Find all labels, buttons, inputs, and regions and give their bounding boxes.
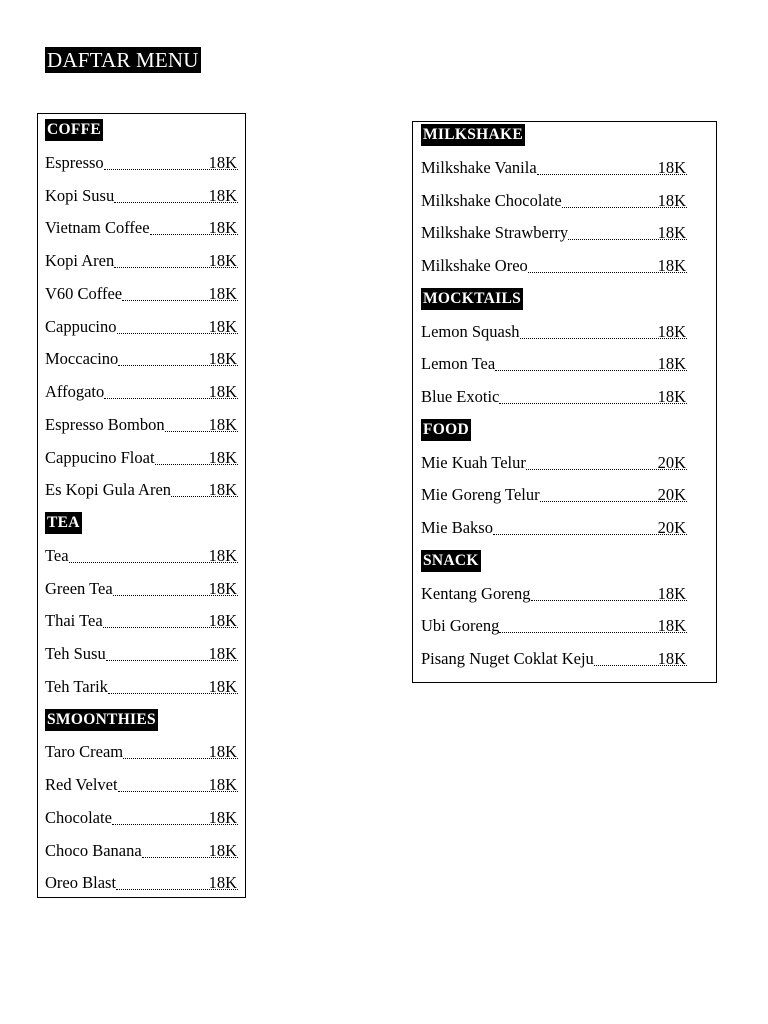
- item-price: 18K: [657, 223, 686, 243]
- item-name: Kopi Susu: [45, 185, 115, 205]
- item-price: 18K: [657, 321, 686, 341]
- item-price: 18K: [208, 676, 237, 696]
- section-heading: MOCKTAILS: [421, 288, 523, 310]
- menu-item: [45, 610, 245, 632]
- item-name: Tea: [45, 545, 69, 565]
- item-name: Kopi Aren: [45, 251, 115, 270]
- item-price: 18K: [208, 611, 237, 631]
- menu-item: [421, 386, 716, 408]
- menu-item: [45, 152, 245, 174]
- item-price: 18K: [208, 644, 237, 663]
- menu-item: [421, 190, 716, 212]
- menu-item: [421, 648, 716, 670]
- item-name: Lemon Squash: [421, 321, 520, 341]
- item-price: 18K: [657, 387, 686, 406]
- item-name: Milkshake Vanila: [421, 157, 537, 177]
- section-heading: SMOONTHIES: [45, 709, 158, 731]
- item-name: V60 Coffee: [45, 283, 123, 303]
- item-name: Thai Tea: [45, 611, 103, 631]
- menu-item: [45, 545, 245, 567]
- item-name: Vietnam Coffee: [45, 218, 150, 238]
- item-price: 18K: [208, 349, 237, 369]
- item-name: Mie Kuah Telur: [421, 452, 526, 472]
- item-name: Pisang Nuget Coklat Keju: [421, 649, 594, 668]
- item-price: 18K: [208, 873, 237, 893]
- menu-item: [45, 250, 245, 272]
- section-heading: FOOD: [421, 419, 471, 441]
- menu-item: [421, 583, 716, 605]
- item-name: Cappucino Float: [45, 447, 155, 467]
- item-price: 18K: [657, 190, 686, 210]
- menu-item: [421, 321, 716, 343]
- menu-item: [45, 217, 245, 239]
- menu-item: [45, 414, 245, 436]
- section-heading: SNACK: [421, 550, 481, 572]
- menu-item: [45, 381, 245, 403]
- item-name: Lemon Tea: [421, 354, 496, 374]
- section-heading: TEA: [45, 512, 82, 534]
- menu-item: [45, 840, 245, 862]
- menu-item: [45, 643, 245, 665]
- item-price: 18K: [208, 251, 237, 270]
- item-price: 20K: [657, 485, 686, 505]
- item-price: 18K: [208, 185, 237, 205]
- menu-item: [421, 157, 716, 179]
- page-title: DAFTAR MENU: [47, 48, 199, 72]
- menu-column-right: [412, 121, 717, 683]
- menu-item: [421, 222, 716, 244]
- item-name: Teh Tarik: [45, 676, 108, 696]
- menu-item: [45, 316, 245, 338]
- item-name: Milkshake Oreo: [421, 256, 528, 275]
- item-name: Blue Exotic: [421, 387, 500, 406]
- item-name: Espresso Bombon: [45, 414, 165, 434]
- item-name: Mie Bakso: [421, 518, 493, 537]
- item-price: 18K: [208, 316, 237, 336]
- menu-item: [45, 348, 245, 370]
- menu-item: [421, 484, 716, 506]
- item-name: Es Kopi Gula Aren: [45, 480, 172, 500]
- item-name: Cappucino: [45, 316, 117, 336]
- item-price: 18K: [208, 775, 237, 794]
- item-name: Chocolate: [45, 807, 112, 827]
- menu-item: [45, 479, 245, 501]
- item-price: 18K: [208, 840, 237, 860]
- item-name: Choco Banana: [45, 840, 142, 860]
- item-price: 18K: [208, 742, 237, 762]
- item-price: 18K: [657, 649, 686, 668]
- section-heading: MILKSHAKE: [421, 124, 525, 146]
- menu-item: [45, 578, 245, 600]
- menu-item: [421, 353, 716, 375]
- item-name: Green Tea: [45, 578, 113, 598]
- menu-item: [45, 774, 245, 796]
- menu-item: [421, 615, 716, 637]
- item-name: Mie Goreng Telur: [421, 485, 540, 505]
- item-price: 18K: [208, 807, 237, 827]
- item-name: Milkshake Chocolate: [421, 190, 562, 210]
- item-name: Espresso: [45, 152, 104, 172]
- menu-item: [421, 452, 716, 474]
- menu-column-left: [37, 113, 246, 898]
- item-name: Taro Cream: [45, 742, 124, 762]
- section-heading: COFFE: [45, 119, 103, 141]
- item-price: 18K: [657, 354, 686, 374]
- menu-item: [45, 185, 245, 207]
- item-price: 18K: [657, 583, 686, 603]
- item-name: Oreo Blast: [45, 873, 117, 893]
- item-name: Affogato: [45, 382, 105, 401]
- item-price: 20K: [657, 452, 686, 472]
- item-price: 18K: [208, 218, 237, 238]
- menu-item: [45, 807, 245, 829]
- item-price: 18K: [208, 447, 237, 467]
- item-price: 18K: [208, 578, 237, 598]
- item-price: 18K: [208, 545, 237, 565]
- menu-item: [421, 255, 716, 277]
- item-price: 20K: [657, 518, 686, 537]
- item-price: 18K: [208, 414, 237, 434]
- menu-item: [45, 447, 245, 469]
- item-name: Moccacino: [45, 349, 119, 369]
- item-name: Ubi Goreng: [421, 616, 500, 636]
- item-price: 18K: [208, 283, 237, 303]
- menu-item: [45, 872, 245, 894]
- item-price: 18K: [657, 256, 686, 275]
- menu-item: [45, 283, 245, 305]
- item-name: Teh Susu: [45, 644, 106, 663]
- item-price: 18K: [208, 382, 237, 401]
- item-name: Red Velvet: [45, 775, 118, 794]
- item-price: 18K: [657, 157, 686, 177]
- item-price: 18K: [208, 480, 237, 500]
- menu-item: [45, 676, 245, 698]
- item-price: 18K: [208, 152, 237, 172]
- item-name: Milkshake Strawberry: [421, 223, 569, 243]
- menu-item: [45, 741, 245, 763]
- item-price: 18K: [657, 616, 686, 636]
- menu-item: [421, 517, 716, 539]
- item-name: Kentang Goreng: [421, 583, 531, 603]
